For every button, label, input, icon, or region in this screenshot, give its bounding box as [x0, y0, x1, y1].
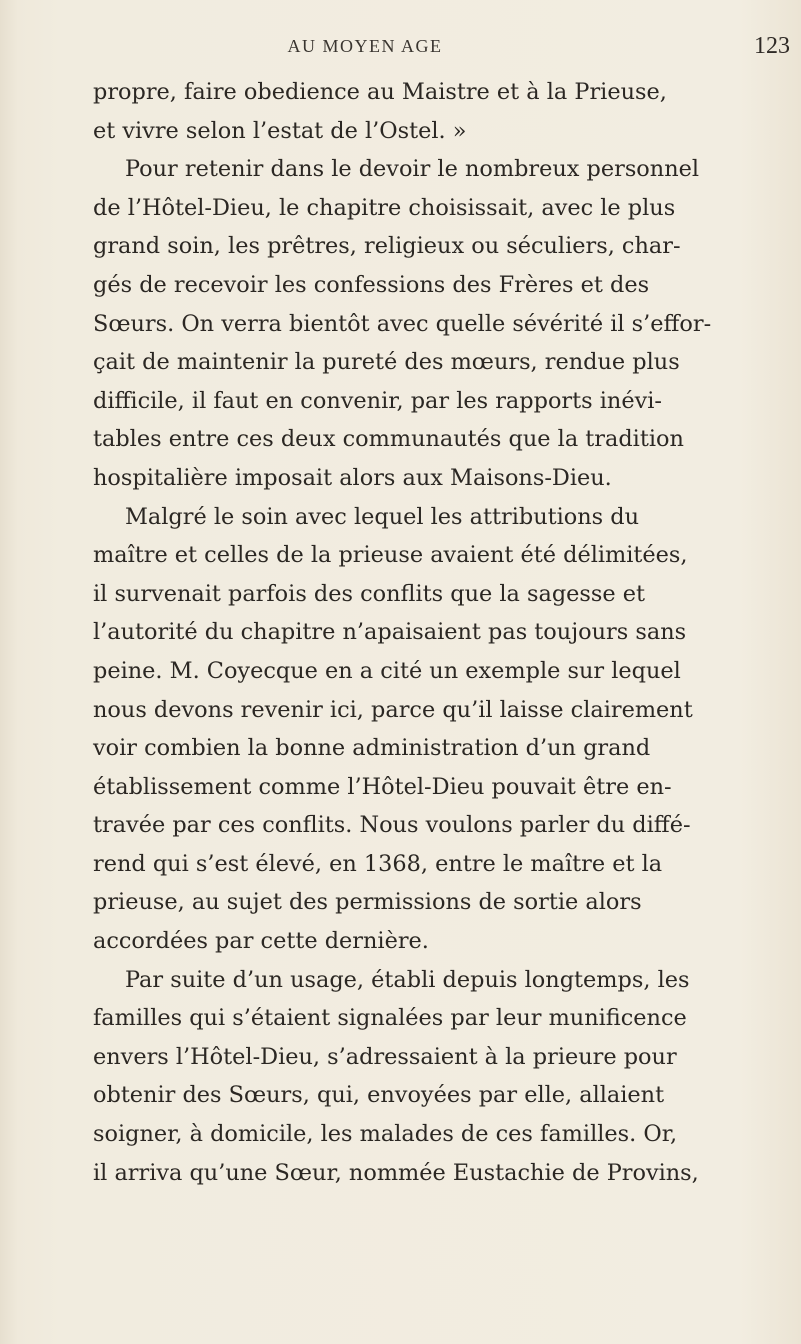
text-line: peine. M. Coyecque en a cité un exemple sur lequel	[93, 657, 681, 684]
text-line: nous devons revenir ici, parce qu’il laisse clairement	[93, 696, 693, 723]
text-line: hospitalière imposait alors aux Maisons-Dieu.	[93, 464, 612, 491]
text-line: Pour retenir dans le devoir le nombreux personnel	[125, 156, 700, 183]
text-line: gés de recevoir les confessions des Frères et des	[93, 271, 650, 298]
body-text	[93, 73, 778, 1192]
text-line: familles qui s’étaient signalées par leur munificence	[93, 1005, 687, 1032]
text-line: prieuse, au sujet des permissions de sortie alors	[93, 889, 642, 916]
running-title: AU MOYEN AGE	[287, 36, 443, 56]
text-line: Malgré le soin avec lequel les attributions du	[125, 503, 640, 530]
text-line: de l’Hôtel-Dieu, le chapitre choisissait, avec le plus	[93, 194, 676, 221]
text-line: envers l’Hôtel-Dieu, s’adressaient à la prieure pour	[93, 1043, 677, 1070]
text-line: il survenait parfois des conflits que la sagesse et	[93, 580, 646, 607]
text-line: propre, faire obedience au Maistre et à la Prieuse,	[93, 79, 667, 105]
text-line: obtenir des Sœurs, qui, envoyées par elle, allaient	[93, 1082, 665, 1109]
text-line: accordées par cette dernière.	[93, 928, 429, 955]
text-line: l’autorité du chapitre n’apaisaient pas toujours sans	[93, 619, 687, 646]
text-line: maître et celles de la prieuse avaient été délimitées,	[93, 542, 688, 569]
text-line: difficile, il faut en convenir, par les rapports inévi-	[93, 387, 662, 414]
text-line: voir combien la bonne administration d’un grand	[93, 735, 651, 762]
text-line: il arriva qu’une Sœur, nommée Eustachie de Provins,	[93, 1159, 699, 1186]
text-line: Sœurs. On verra bientôt avec quelle sévérité il s’effor-	[93, 310, 712, 337]
page-number: 123	[754, 33, 790, 59]
text-line: travée par ces conflits. Nous voulons parler du diffé-	[93, 812, 691, 839]
text-line: établissement comme l’Hôtel-Dieu pouvait être en-	[93, 773, 672, 800]
text-line: tables entre ces deux communautés que la tradition	[93, 426, 684, 453]
text-line: çait de maintenir la pureté des mœurs, rendue plus	[93, 349, 680, 376]
page-header	[0, 33, 801, 66]
text-line: grand soin, les prêtres, religieux ou séculiers, char-	[93, 233, 681, 260]
text-line: soigner, à domicile, les malades de ces familles. Or,	[93, 1121, 678, 1148]
text-line: et vivre selon l’estat de l’Ostel. »	[93, 117, 467, 144]
text-line: rend qui s’est élevé, en 1368, entre le maître et la	[93, 850, 663, 877]
text-line: Par suite d’un usage, établi depuis longtemps, les	[125, 966, 690, 993]
